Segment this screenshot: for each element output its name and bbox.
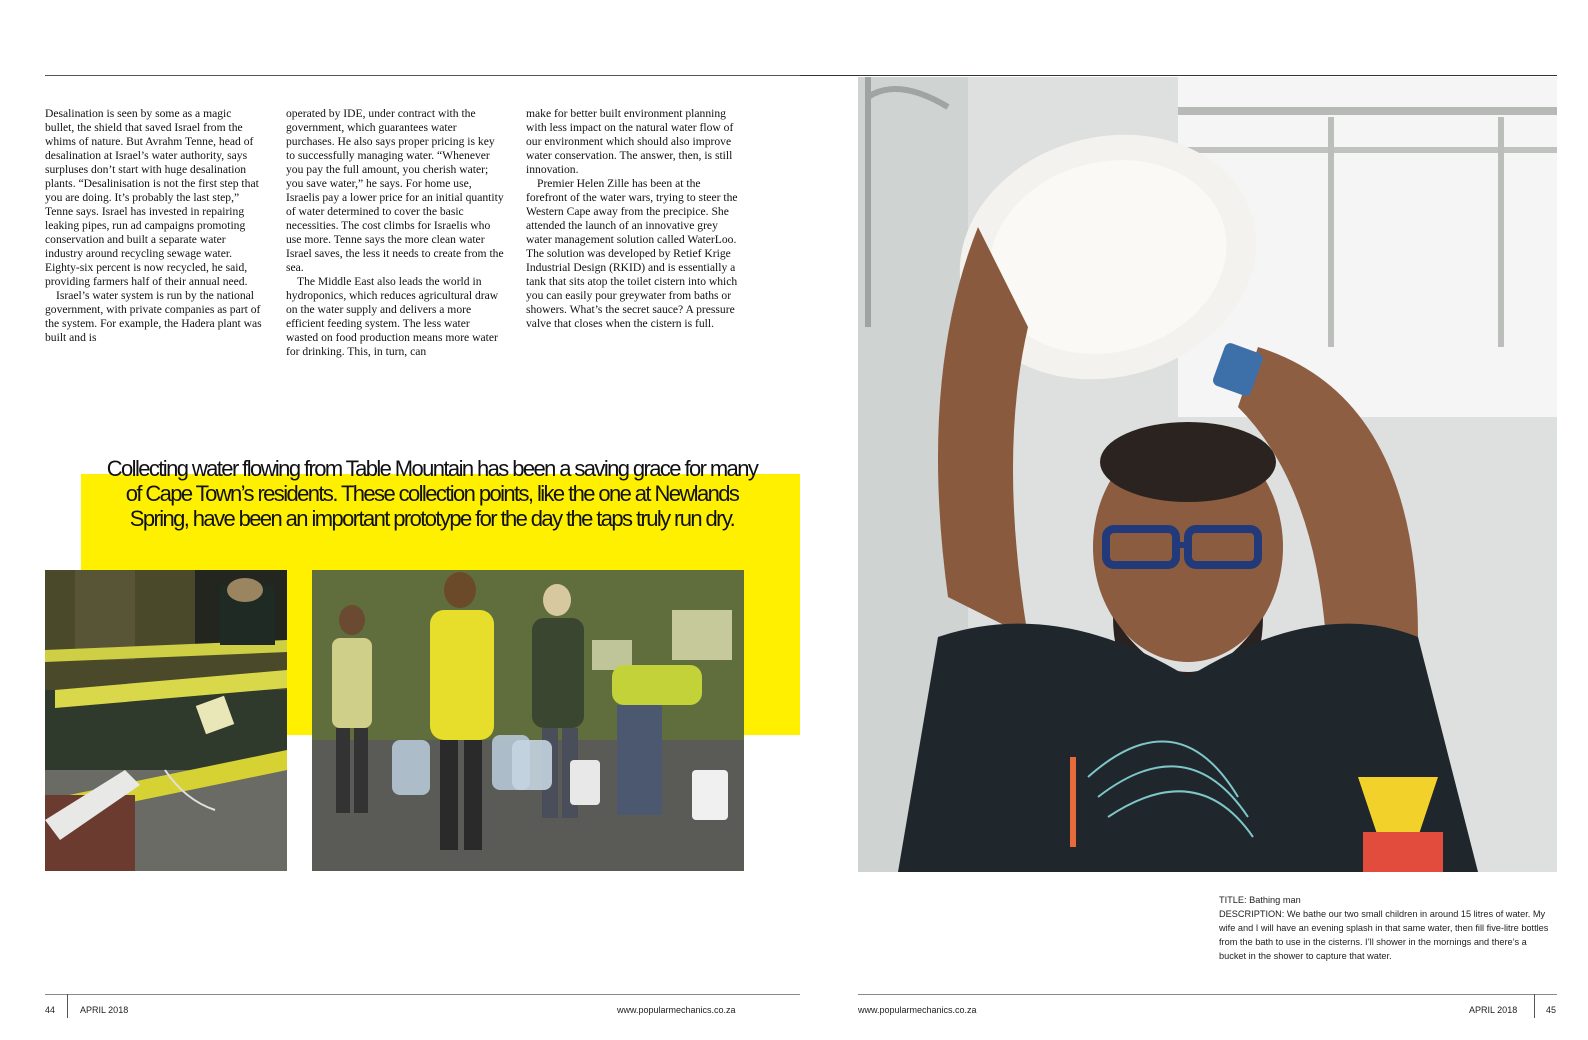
- bottom-rule-right: [858, 994, 1557, 995]
- footer-page-number-right: 45: [1546, 1005, 1557, 1015]
- col1-para-1: Desalination is seen by some as a magic bullet, the shield that saved Israel from the whims of nature. But Avrahm Tenne, head of desalination at Israel’s water authority, says surpluses don’t start with huge desalination plants. “Desalinisation is not the first step that you are doing. It’s probably the last step,” Tenne says. Israel has invested in repairing leaking pipes, run ad campaigns promoting conservation and built a separate water industry around recycling sewage water. Eighty-six percent is now recycled, he said, providing farmers half of their annual need.: [45, 107, 259, 288]
- footer-page-number-left: 44: [45, 1005, 56, 1015]
- footer-divider-left: [67, 994, 68, 1018]
- article-column-2: [286, 107, 504, 359]
- photo-newlands-spring-art: [312, 570, 744, 871]
- pull-quote-line-2: of Cape Town’s residents. These collection points, like the one at Newlands: [125, 481, 739, 506]
- bottom-rule-left: [45, 994, 800, 995]
- caption-description: DESCRIPTION: We bathe our two small children in around 15 litres of water. My wife and I will have an evening splash in that same water, then fill five-litre bottles from the bath to use in the cisterns. I’ll shower in the mornings and there’s a bucket in the shower to capture that water.: [1219, 909, 1549, 961]
- pull-quote: [92, 456, 772, 531]
- top-rule-left: [45, 75, 800, 76]
- article-column-3: [526, 107, 744, 331]
- photo-pipe-collection-art: [45, 570, 287, 871]
- photo-bathing-man-art: [858, 77, 1557, 872]
- col3-para-1: make for better built environment planning with less impact on the natural water flow of our environment which should also improve water conservation. The answer, then, is still innovation.: [526, 107, 734, 176]
- pull-quote-line-3: Spring, have been an important prototype for the day the taps truly run dry.: [129, 506, 735, 531]
- footer-date-left: APRIL 2018: [80, 1005, 129, 1015]
- footer-date-right: APRIL 2018: [1469, 1005, 1518, 1015]
- photo-pipe-collection: [45, 570, 287, 871]
- pull-quote-line-1: Collecting water flowing from Table Mountain has been a saving grace for many: [106, 456, 758, 481]
- col2-para-1: operated by IDE, under contract with the government, which guarantees water purchases. He also says proper pricing is key to successfully managing water. “Whenever you pay the full amount, you cherish water; you save water,” he says. For home use, Israelis pay a lower price for an initial quantity of water determined to cover the basic necessities. The cost climbs for Israelis who use more. Tenne says the more clean water Israel saves, the less it needs to create from the sea.: [286, 107, 504, 274]
- caption-title: TITLE: Bathing man: [1219, 895, 1301, 905]
- photo-newlands-spring: [312, 570, 744, 871]
- col2-para-2: The Middle East also leads the world in hydroponics, which reduces agricultural draw on the water supply and delivers a more efficient feeding system. The less water wasted on food production means more water for drinking. This, in turn, can: [286, 275, 499, 358]
- col1-para-2: Israel’s water system is run by the national government, with private companies as part of the system. For example, the Hadera plant was built and is: [45, 289, 262, 344]
- top-rule-right: [800, 75, 1557, 76]
- footer-url-right[interactable]: www.popularmechanics.co.za: [858, 1005, 977, 1015]
- footer-divider-right: [1534, 994, 1535, 1018]
- photo-caption: [1219, 893, 1549, 963]
- col3-para-2: Premier Helen Zille has been at the forefront of the water wars, trying to steer the Western Cape away from the precipice. She attended the launch of an innovative grey water management solution called WaterLoo. The solution was developed by Retief Krige Industrial Design (RKID) and is essentially a tank that sits atop the toilet cistern into which you can easily pour greywater from baths or showers. What’s the secret sauce? A pressure valve that closes when the cistern is full.: [526, 177, 738, 330]
- footer-url-left[interactable]: www.popularmechanics.co.za: [617, 1005, 736, 1015]
- article-column-1: [45, 107, 263, 345]
- photo-bathing-man: [858, 77, 1557, 872]
